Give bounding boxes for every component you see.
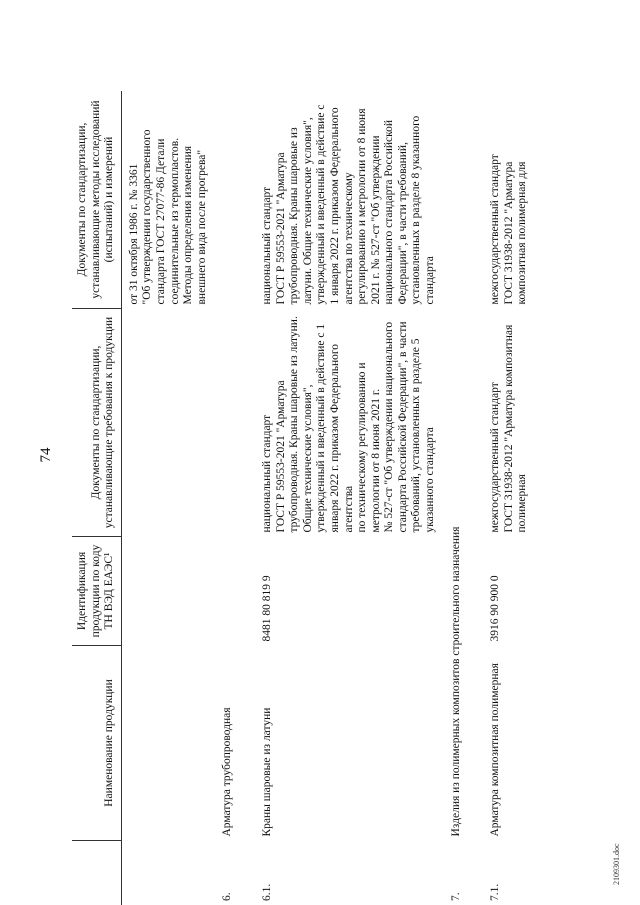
standards-table <box>72 91 530 905</box>
table-header-row <box>72 91 121 905</box>
table-row <box>477 91 530 905</box>
continuation-text: от 31 октября 1986 г. № 3361 "Об утверждении государственного стандарта ГОСТ 27077-86 Детали соединительные из термопластов. Методы определения изменения внешнего вида после прогрева" <box>127 129 208 305</box>
table-row <box>121 91 209 905</box>
section-number: 6. <box>221 892 234 901</box>
header-method-docs: Документы по стандартизации, устанавливающие методы исследований (испытаний) и измерений <box>72 91 121 309</box>
method-doc: национальный стандарт ГОСТ Р 59553-2021 "Арматура трубопроводная. Краны шаровые из латуни. Общие технические условия", утвержденный и введенный в действие с 1 января 2022 г. приказом Федерального агентства по техническому регулированию и метрологии от 8 июня 2021 г. № 527-ст "Об утверждении национального стандарта Российской Федерации", в части требований, установленных в разделе 8 указанного стандарта <box>260 104 437 305</box>
section-number: 7. <box>449 892 462 901</box>
product-code: 3916 90 900 0 <box>489 575 502 642</box>
product-code: 8481 80 819 9 <box>260 575 273 642</box>
header-requirement-docs: Документы по стандартизации, устанавливающие требования к продукции <box>72 309 121 537</box>
section-title: Арматура трубопроводная <box>221 707 234 837</box>
section-title: Изделия из полимерных композитов строительного назначения <box>449 526 462 837</box>
header-tn-ved-code: Идентификация продукции по коду ТН ВЭД ЕАЭС¹ <box>72 537 121 646</box>
page-number: 74 <box>38 447 54 463</box>
row-number: 7.1. <box>489 883 502 901</box>
method-doc: межгосударственный стандарт ГОСТ 31938-2012 "Арматура композитная полимерная для <box>489 154 529 305</box>
section-row <box>438 91 478 905</box>
table-row <box>249 91 438 905</box>
requirement-doc: межгосударственный стандарт ГОСТ 31938-2012 "Арматура композитная полимерная <box>489 324 529 533</box>
product-name: Арматура композитная полимерная <box>489 663 502 837</box>
header-number <box>72 841 121 905</box>
product-name: Краны шаровые из латуни <box>260 707 273 837</box>
row-number: 6.1. <box>260 883 273 901</box>
section-row <box>209 91 249 905</box>
header-product-name: Наименование продукции <box>72 646 121 841</box>
footer-filename: 2109301.doc <box>612 843 621 885</box>
requirement-doc: национальный стандарт ГОСТ Р 59553-2021 "Арматура трубопроводная. Краны шаровые из латуни. Общие технические условия", утвержденный и введенный в действие с 1 января 2022 г. приказом Федерального агентства по техническому регулированию и метрологии от 8 июня 2021 г. № 527-ст "Об утверждении национального стандарта Российской Федерации", в части требований, установленных в разделе 5 указанного стандарта <box>260 316 437 533</box>
